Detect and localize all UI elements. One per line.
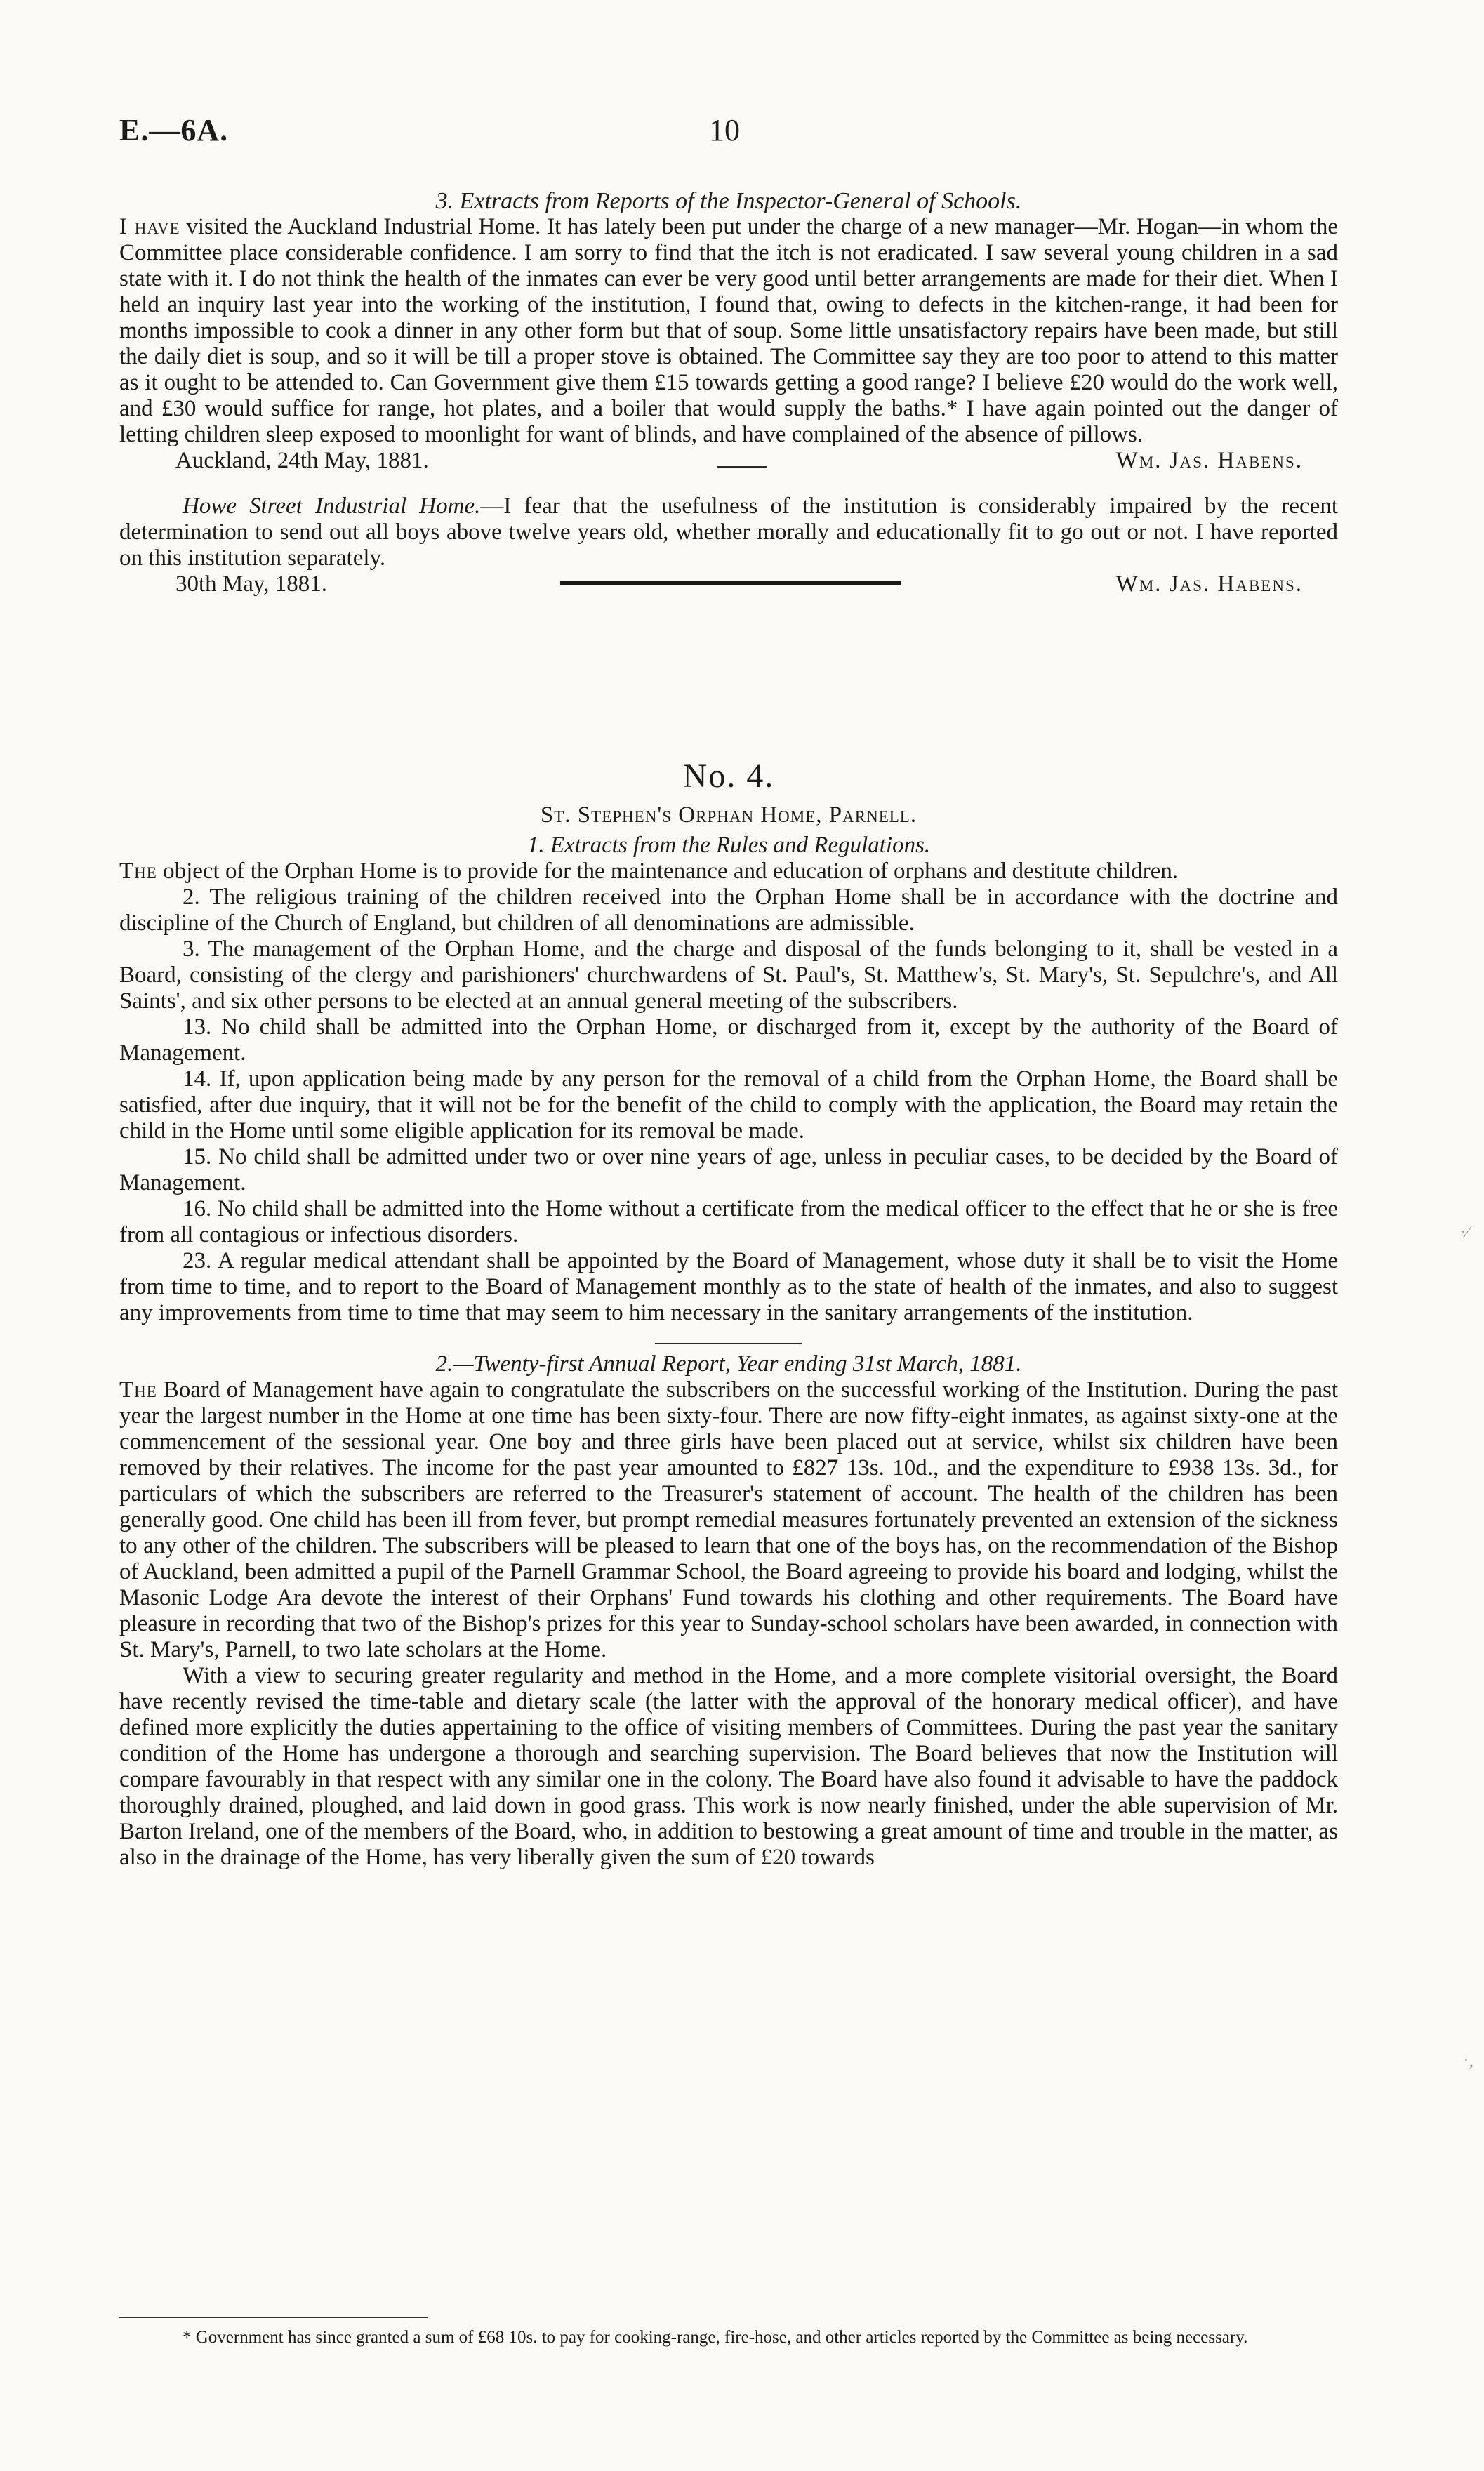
place-date: Auckland, 24th May, 1881. xyxy=(175,448,429,473)
signature: Wm. Jas. Habens. xyxy=(1115,571,1303,597)
footnote-rule xyxy=(119,2317,428,2318)
rule-1: The object of the Orphan Home is to provide for the maintenance and education of orphans and destitute children. xyxy=(119,859,1179,884)
institution-heading: St. Stephen's Orphan Home, Parnell. xyxy=(540,802,917,828)
lead-word: The xyxy=(119,1377,157,1403)
rules-title: 1. Extracts from the Rules and Regulations. xyxy=(526,833,931,858)
signature-line-2 xyxy=(119,571,1338,597)
annual-report-title: 2.—Twenty-first Annual Report, Year ending 31st March, 1881. xyxy=(435,1351,1022,1377)
divider xyxy=(655,1343,802,1344)
inspector-reports-section xyxy=(119,188,1338,597)
signature: Wm. Jas. Habens. xyxy=(1115,448,1303,473)
date: 30th May, 1881. xyxy=(175,571,328,597)
inspector-report-paragraph: I have visited the Auckland Industrial Home. It has lately been put under the charge of a new manager—Mr. Hogan—in whom the Committee place considerable confidence. I am sorry to find that the itch is not eradicated. I saw several young children in a sad state with it. I do not think the health of the inmates can ever be very good until better arrangements are made for their diet. When I held an inquiry last year into the working of the institution, I found that, owing to defects in the kitchen-range, it had been for months impossible to cook a dinner in any other form but that of soup. Some little unsatisfactory repairs have been made, but still the daily diet is soup, and so it will be till a proper stove is obtained. The Committee say they are too poor to attend to this matter as it ought to be attended to. Can Government give them £15 towards getting a good range? I believe £20 would do the work well, and £30 would suffice for range, hot plates, and a boiler that would supply the baths.* I have again pointed out the danger of letting children sleep exposed to moonlight for want of blinds, and have complained of the absence of pillows. xyxy=(119,214,1338,447)
orphan-home-section xyxy=(119,757,1338,1871)
howe-street-paragraph: Howe Street Industrial Home.—I fear that the usefulness of the institution is considerably impaired by the recent determination to send out all boys above twelve years old, whether morally and educationally fit to go out or not. I have reported on this institution separately. xyxy=(119,493,1338,571)
rule-14: 14. If, upon application being made by any person for the removal of a child from the Orphan Home, the Board shall be satisfied, after due inquiry, that it will not be for the benefit of the child to comply with the application, the Board may retain the child in the Home until some eligible application for its removal be made. xyxy=(119,1066,1338,1144)
section-title: 3. Extracts from Reports of the Inspector-General of Schools. xyxy=(435,188,1022,214)
page-number: 10 xyxy=(709,113,740,147)
footnote: * Government has since granted a sum of £68 10s. to pay for cooking-range, fire-hose, and other articles reported by the Committee as being necessary. xyxy=(183,2328,1248,2347)
rule-15: 15. No child shall be admitted under two or over nine years of age, unless in peculiar cases, to be decided by the Board of Management. xyxy=(119,1144,1338,1195)
rule-2: 2. The religious training of the children received into the Orphan Home shall be in accordance with the doctrine and discipline of the Church of England, but children of all denominations are admissible. xyxy=(119,885,1338,936)
footnote-area xyxy=(119,2317,1338,2348)
rule-13: 13. No child shall be admitted into the Orphan Home, or discharged from it, except by the authority of the Board of Management. xyxy=(119,1014,1338,1066)
rule-16: 16. No child shall be admitted into the Home without a certificate from the medical officer to the effect that he or she is free from all contagious or infectious disorders. xyxy=(119,1196,1338,1247)
section-divider xyxy=(560,581,901,585)
lead-word: The xyxy=(119,859,157,884)
section-number-heading: No. 4. xyxy=(682,757,775,795)
rule-3: 3. The management of the Orphan Home, and the charge and disposal of the funds belonging to it, shall be vested in a Board, consisting of the clergy and parishioners' churchwardens of St. Paul's, St. Matthew's, St. Mary's, St. Sepulchre's, and All Saints', and six other persons to be elected at an annual general meeting of the subscribers. xyxy=(119,936,1338,1014)
institution-name: Howe Street Industrial Home. xyxy=(183,493,481,519)
report-paragraph-2: With a view to securing greater regularity and method in the Home, and a more complete visitorial oversight, the Board have recently revised the time-table and dietary scale (the latter with the approval of the honorary medical officer), and have defined more explicitly the duties appertaining to the office of visiting members of Committees. During the past year the sanitary condition of the Home has undergone a thorough and searching supervision. The Board believes that now the Institution will compare favourably in that respect with any similar one in the colony. The Board have also found it advisable to have the paddock thoroughly drained, ploughed, and laid down in good grass. This work is now nearly finished, under the able supervision of Mr. Barton Ireland, one of the members of the Board, who, in addition to bestowing a great amount of time and trouble in the matter, as also in the drainage of the Home, has very liberally given the sum of £20 towards xyxy=(119,1663,1338,1870)
report-paragraph-1: The Board of Management have again to congratulate the subscribers on the successful working of the Institution. During the past year the largest number in the Home at one time has been sixty-four. There are now fifty-eight inmates, as against sixty-one at the commencement of the sessional year. One boy and three girls have been placed out at service, whilst six children have been removed by their relatives. The income for the past year amounted to £827 13s. 10d., and the expenditure to £938 13s. 3d., for particulars of which the subscribers are referred to the Treasurer's statement of account. The health of the children has been generally good. One child has been ill from fever, but prompt remedial measures fortunately prevented an extension of the sickness to any other of the children. The subscribers will be pleased to learn that one of the boys has, on the recommendation of the Bishop of Auckland, been admitted a pupil of the Parnell Grammar School, the Board agreeing to provide his board and lodging, whilst the Masonic Lodge Ara devote the interest of their Orphans' Fund towards his clothing and other requirements. The Board have pleasure in recording that two of the Bishop's prizes for this year to Sunday-school scholars have been awarded, in connection with St. Mary's, Parnell, to two late scholars at the Home. xyxy=(119,1377,1338,1662)
rule-23: 23. A regular medical attendant shall be appointed by the Board of Management, whose duty it shall be to visit the Home from time to time, and to report to the Board of Management monthly as to the state of health of the inmates, and also to suggest any improvements from time to time that may seem to him necessary in the sanitary arrangements of the institution. xyxy=(119,1248,1338,1325)
lead-word: I have xyxy=(119,214,180,239)
margin-mark: ·, xyxy=(1463,2050,1474,2070)
signature-line xyxy=(119,448,1338,474)
document-reference: E.—6A. xyxy=(119,113,229,147)
separator-dash xyxy=(717,466,767,468)
margin-mark: ·∕ xyxy=(1460,1221,1469,1242)
